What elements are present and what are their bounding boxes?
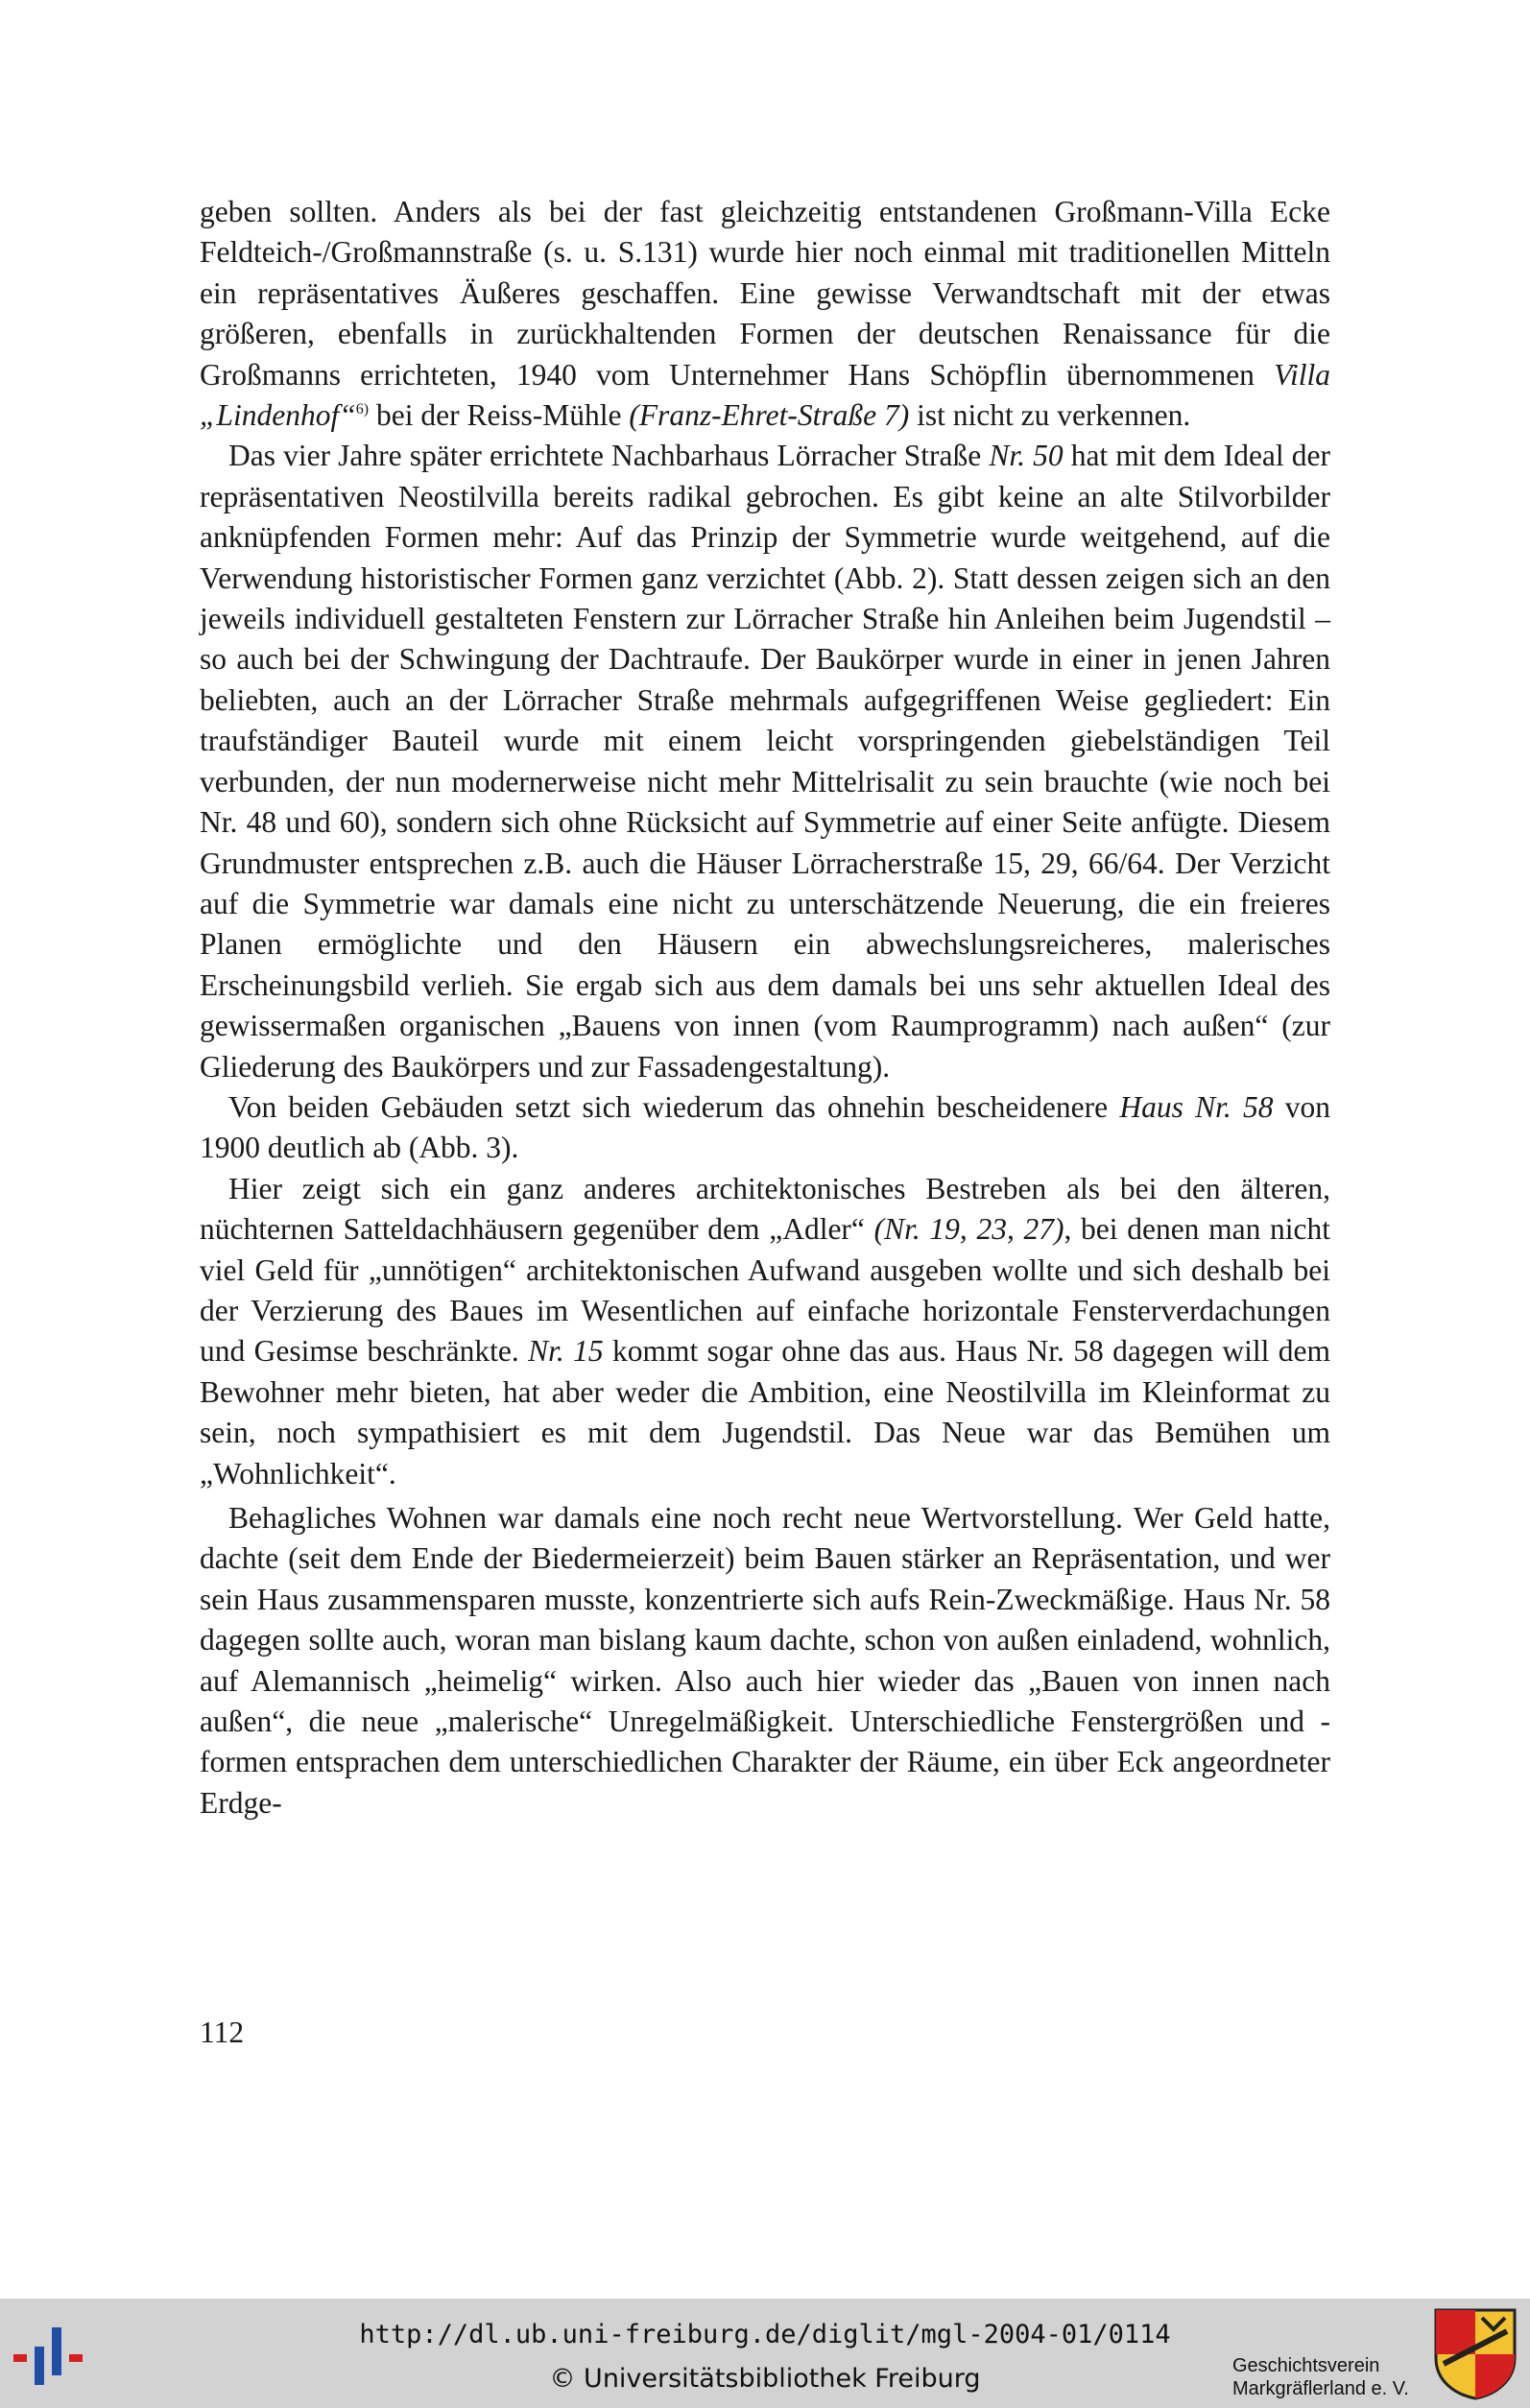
text-run: ist nicht zu verkennen. <box>909 398 1191 433</box>
italic-run: (Franz-Ehret-Straße 7) <box>629 398 910 433</box>
text-run: geben sollten. Anders als bei der fast gleichzeitig entstandenen Großmann-Villa Ecke Feldteich-/Großmannstraße (s. u. S.131) wurde hier noch einmal mit traditionellen Mitteln ein repräsentatives Äußeres geschaffen. Eine gewisse Verwandtschaft mit der etwas größeren, ebenfalls in zurückhaltenden Formen der deutschen Renaissance für die Großmanns errichteten, 1940 vom Unternehmer Hans Schöpflin übernommenen <box>200 195 1330 392</box>
text-run: Hier zeigt sich ein ganz anderes architektonisches Bestreben als bei den älteren, nüchternen Satteldachhäusern gegenüber dem „Adler“ <box>200 1171 1330 1247</box>
paragraph-5: Behagliches Wohnen war damals eine noch recht neue Wertvorstellung. Wer Geld hatte, dachte (seit dem Ende der Biedermeierzeit) beim Bauen stärker an Repräsentation, und wer sein Haus zusammensparen musste, konzentrierte sich aufs Rein-Zweckmäßige. Haus Nr. 58 dagegen sollte auch, woran man bislang kaum dachte, schon von außen einladend, wohnlich, auf Alemannisch „heimelig“ wirken. Also auch hier wieder das „Bauen von innen nach außen“, die neue „malerische“ Unregelmäßigkeit. Unterschiedliche Fenstergrößen und -formen entsprachen dem unterschiedlichen Charakter der Räume, ein über Eck angeordneter Erdge- <box>200 1501 1330 1820</box>
italic-run: Haus Nr. 58 <box>1119 1089 1274 1124</box>
society-name-line: Geschichtsverein <box>1232 2355 1380 2376</box>
italic-run: Nr. 15 <box>528 1334 604 1369</box>
italic-run: (Nr. 19, 23, 27) <box>873 1212 1064 1247</box>
page-number: 112 <box>200 2015 245 2049</box>
paragraph-4 <box>200 1169 1330 1494</box>
footer-url-link[interactable]: http://dl.ub.uni-freiburg.de/diglit/mgl-2004-01/0114 <box>359 2320 1171 2349</box>
coat-of-arms-icon <box>1434 2308 1517 2400</box>
text-run: von 1900 deutlich ab (Abb. 3). <box>200 1089 1330 1165</box>
society-name <box>1232 2354 1424 2400</box>
footnote-marker: 6) <box>355 401 370 418</box>
paragraph-2 <box>200 436 1330 1087</box>
text-run: , bei denen man nicht viel Geld für „unnötigen“ architektonischen Aufwand ausgeben wollte und sich deshalb bei der Verzierung des Baues im Wesentlichen auf einfache horizontale Fensterverdachungen und Gesimse beschränkte. <box>200 1212 1330 1369</box>
footer-bar <box>0 2299 1530 2408</box>
society-name-line: Markgräflerland e. V. <box>1232 2378 1409 2399</box>
text-run: bei der Reiss-Mühle <box>369 398 630 433</box>
footer-copyright: © Universitätsbibliothek Freiburg <box>549 2364 981 2394</box>
text-run: Das vier Jahre später errichtete Nachbarhaus Lörracher Straße <box>228 439 990 473</box>
text-run: hat mit dem Ideal der repräsentativen Neostilvilla bereits radikal gebrochen. Es gibt keine an alte Stilvorbilder anknüpfenden Formen mehr: Auf das Prinzip der Symmetrie wurde weitgehend, auf die Verwendung historistischer Formen ganz verzichtet (Abb. 2). Statt dessen zeigen sich an den jeweils individuell gestalteten Fenstern zur Lörracher Straße hin Anleihen beim Jugendstil – so auch bei der Schwingung der Dachtraufe. Der Baukörper wurde in einer in jenen Jahren beliebten, auch an der Lörracher Straße mehrmals aufgegriffenen Weise gegliedert: Ein traufständiger Bauteil wurde mit einem leicht vorspringenden giebelständigen Teil verbunden, der nun modernerweise nicht mehr Mittelrisalit zu sein brauchte (wie noch bei Nr. 48 und 60), sondern sich ohne Rücksicht auf Symmetrie auf einer Seite anfügte. Diesem Grundmuster entsprechen z.B. auch die Häuser Lörracherstraße 15, 29, 66/64. Der Verzicht auf die Symmetrie war damals eine nicht zu unterschätzende Neuerung, die ein freieres Planen ermöglichte und den Häusern ein abwechslungsreicheres, malerisches Erscheinungsbild verlieh. Sie ergab sich aus dem damals bei uns sehr aktuellen Ideal des gewissermaßen organischen „Bauens von innen (vom Raumprogramm) nach außen“ (zur Gliederung des Baukörpers und zur Fassadengestaltung). <box>200 439 1330 1084</box>
body-text <box>200 192 1330 1824</box>
italic-run: Nr. 50 <box>989 439 1064 473</box>
paragraph-3 <box>200 1087 1330 1169</box>
italic-run: Villa „Lindenhof“ <box>200 357 1330 433</box>
text-run: Von beiden Gebäuden setzt sich wiederum das ohnehin bescheidenere <box>228 1089 1120 1124</box>
text-run: kommt sogar ohne das aus. Haus Nr. 58 dagegen will dem Bewohner mehr bieten, hat aber weder die Ambition, eine Neostilvilla im Kleinformat zu sein, noch sympathisiert es mit dem Jugendstil. Das Neue war das Bemühen um „Wohnlichkeit“. <box>200 1334 1330 1490</box>
paragraph-1 <box>200 192 1330 436</box>
